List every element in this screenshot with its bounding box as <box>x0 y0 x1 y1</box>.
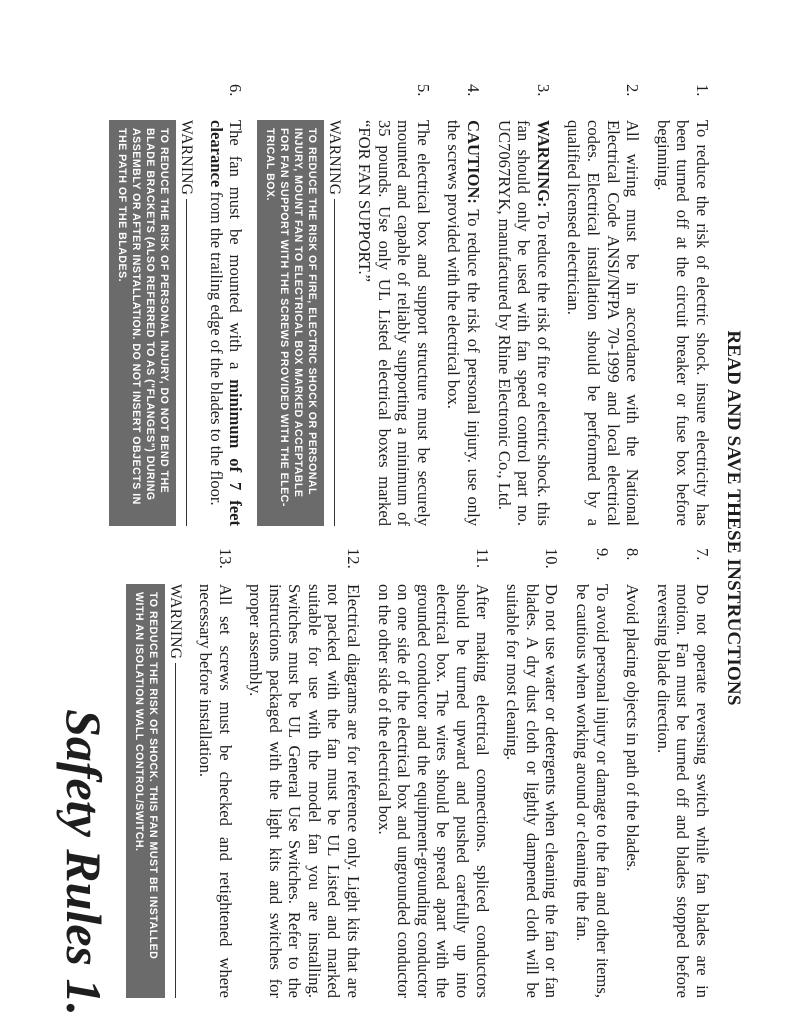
item-text: After making electrical connections. spliced conductors should be turned upward and pushed carefully up into electrical box. The wires should be spread apart with the grounded conductor and the equipment-grounding conductor on one side of the electrical box and ungrounded conductor on the other side of the electrical box. <box>374 584 492 998</box>
warning-rule-line <box>334 199 335 526</box>
item-number: 13. <box>215 548 235 569</box>
warning-label: WARNING <box>167 584 185 660</box>
rule-item-5 <box>355 84 433 526</box>
rule-item-10 <box>503 548 562 998</box>
warning-box: TO REDUCE THE RISK OF PERSONAL INJURY, DO NOT BEND THE BLADE BRACKETS (ALSO REFERRED TO AS ("FLANGES") DURING ASSEMBLY OR AFTER INSTALLATION. DO NOT INSERT OBJECTS IN THE PATH OF THE BLADES. <box>109 120 176 526</box>
rule-item-13 <box>195 548 234 998</box>
item-number: 1. <box>693 84 712 97</box>
item-number: 3. <box>533 84 553 97</box>
rule-item-7 <box>653 548 712 998</box>
item-text: To reduce the risk of electric shock. insure electricity has been turned off at the circuit breaker or fuse box before beginning. <box>653 120 712 526</box>
item-bold-text: minimum of 7 feet clearance <box>206 120 246 526</box>
item-number: 2. <box>623 84 643 97</box>
item-number: 8. <box>623 548 643 561</box>
item-number: 9. <box>592 548 612 561</box>
rule-item-8 <box>623 548 643 998</box>
warning-label-row <box>166 584 184 998</box>
item-number: 4. <box>464 84 484 97</box>
item-lead: WARNING: <box>533 120 553 208</box>
rule-item-1 <box>653 84 712 526</box>
item-number: 5. <box>413 84 433 97</box>
item-text: To reduce the risk of personal injury. use only the screws provided with the electrical box. <box>444 120 484 526</box>
warning-label-row <box>326 120 344 526</box>
item-number: 11. <box>472 548 492 569</box>
warning-label: WARNING <box>178 120 196 196</box>
warning-box: TO REDUCE THE RISK OF SHOCK. THIS FAN MUST BE INSTALLED WITH AN ISOLATION WALL CONTROL/SWITCH. <box>126 584 165 998</box>
rule-item-9 <box>572 548 611 998</box>
rule-item-3 <box>494 84 553 526</box>
rule-item-4 <box>444 84 483 526</box>
item-number: 7. <box>693 548 712 561</box>
item-text: Do not operate reversing switch while fan blades are in motion. Fan must be turned off and blades stopped before reversing blade direction. <box>653 584 712 998</box>
item-text: Avoid placing objects in path of the blades. <box>623 584 643 872</box>
right-column <box>114 548 712 998</box>
item-lead: CAUTION: <box>464 120 484 204</box>
page-heading: READ AND SAVE THESE INSTRUCTIONS <box>723 330 744 706</box>
warning-label-row <box>177 120 195 526</box>
warning-box: TO REDUCE THE RISK OF FIRE, ELECTRIC SHOCK OR PERSONAL INJURY, MOUNT FAN TO ELECTRICAL BOX MARKED ACCEPTABLE FOR FAN SUPPORT WITH THE SCREWS PROVIDED WITH THE ELEC-TRICAL BOX. <box>258 120 325 526</box>
warning-rule-line <box>186 199 187 526</box>
section-title: Safety Rules 1. <box>56 709 112 1016</box>
item-text: Electrical diagrams are for reference only. Light kits that are not packed with the fan must be UL Listed and marked suitable for use with the model fan you are installing. Switches must be UL General Use Switches. Refer to the instructions packaged with the light kits and switches for proper assembly. <box>246 584 364 998</box>
rule-item-11 <box>374 548 492 998</box>
rule-item-6 <box>206 84 245 526</box>
warning-blade-brackets <box>109 120 195 526</box>
left-column <box>97 84 712 526</box>
item-text: All set screws must be checked and retightened where necessary before installation. <box>195 584 235 998</box>
item-number: 12. <box>344 548 364 569</box>
warning-isolation-switch <box>126 584 184 998</box>
warning-rule-line <box>175 663 176 998</box>
warning-fan-support <box>258 120 344 526</box>
item-text: Do not use water or detergents when cleaning the fan or fan blades. A dry dust cloth or lightly dampened cloth will be suitable for most cleaning. <box>503 584 562 998</box>
warning-label: WARNING <box>326 120 344 196</box>
item-text: The fan must be mounted with a <box>226 120 246 380</box>
item-number: 10. <box>542 548 562 569</box>
item-text: To reduce the risk of fire or electric shock. this fan should only be used with fan speed control part no. UC7067RYK, manufactured by Rhine Electronic Co., Ltd. <box>494 120 553 526</box>
item-number: 6. <box>226 84 246 97</box>
rule-item-2 <box>564 84 642 526</box>
rule-item-12 <box>246 548 364 998</box>
item-text: To avoid personal injury or damage to the fan and other items, be cautious when working around or cleaning the fan. <box>573 584 612 998</box>
item-text: The electrical box and support structure must be securely mounted and capable of reliably supporting a minimum of 35 pounds. Use only UL Listed electrical boxes marked “FOR FAN SUPPORT.” <box>355 120 433 526</box>
item-text: All wiring must be in accordance with the National Electrical Code ANSI/NFPA 70-1999 and local electrical codes. Electrical installation should be performed by a qualified licensed electrician. <box>564 120 643 526</box>
item-text: from the trailing edge of the blades to the floor. <box>206 187 226 506</box>
